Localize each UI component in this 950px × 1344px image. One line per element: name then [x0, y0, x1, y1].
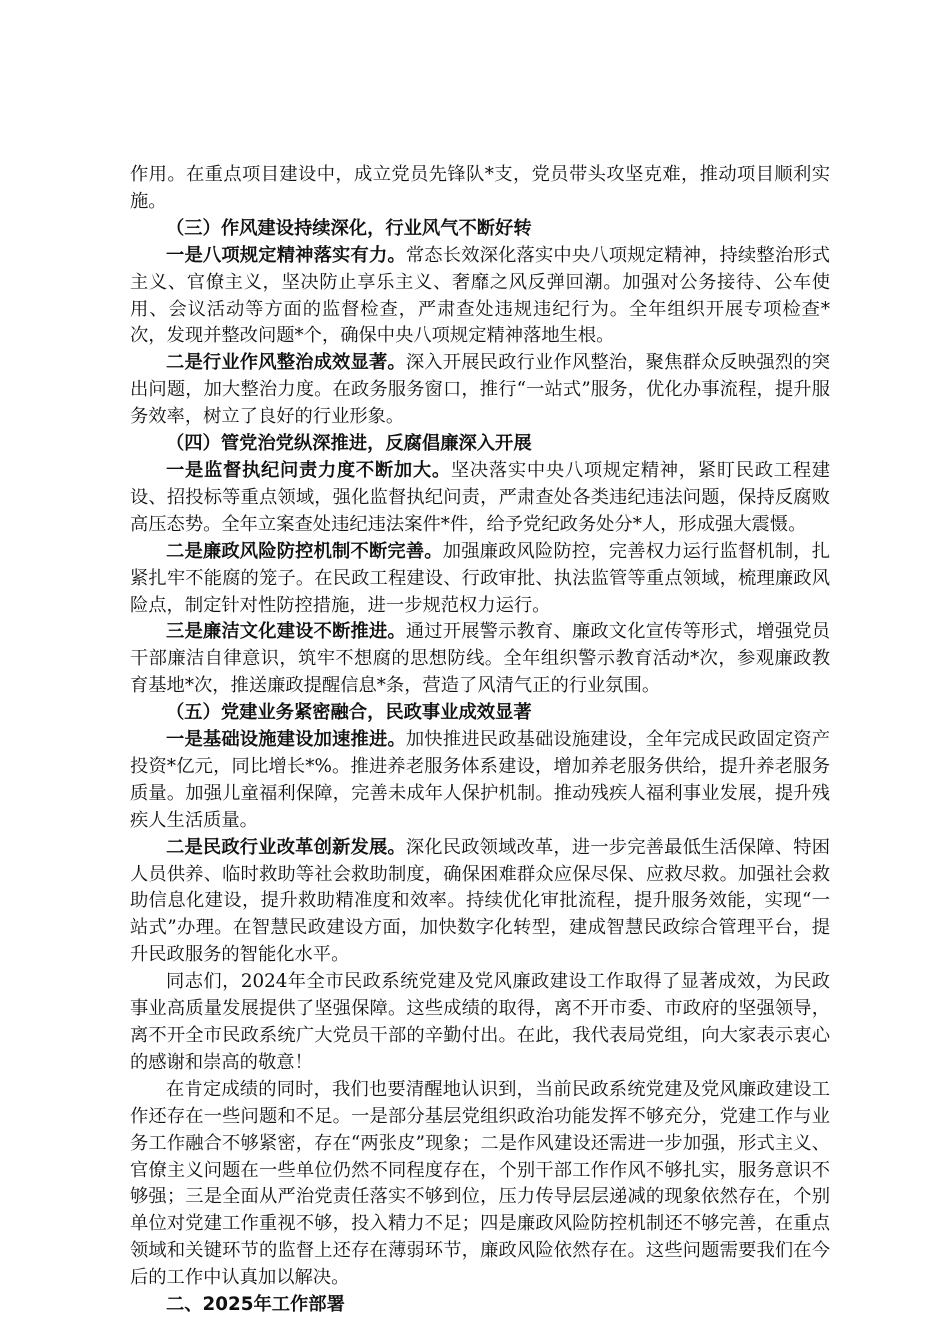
section-heading-3: （三）作风建设持续深化，行业风气不断好转 — [166, 217, 532, 239]
paragraph-lead: 一是监督执纪问责力度不断加大。 — [166, 459, 451, 481]
section-heading-5: （五）党建业务紧密融合，民政事业成效显著 — [166, 702, 532, 724]
paragraph-risk-control — [130, 539, 830, 620]
paragraph-infrastructure — [130, 727, 830, 835]
paragraph-problems: 在肯定成绩的同时，我们也要清醒地认识到，当前民政系统党建及党风廉政建设工作还存在一些问题和不足。一是部分基层党组织政治功能发挥不够充分，党建工作与业务工作融合不够紧密，存在“两张皮”现象；二是作风建设还需进一步加强，形式主义、官僚主义问题在一些单位仍然不同程度存在，个别干部工作作风不够扎实，服务意识不够强；三是全面从严治党责任落实不够到位，压力传导层层递减的现象依然存在，个别单位对党建工作重视不够，投入精力不足；四是廉政风险防控机制还不够完善，在重点领域和关键环节的监督上还存在薄弱环节，廉政风险依然存在。这些问题需要我们在今后的工作中认真加以解决。 — [130, 1078, 830, 1289]
paragraph-lead: 一是基础设施建设加速推进。 — [166, 729, 406, 751]
section-heading-2025: 二、2025年工作部署 — [166, 1294, 345, 1316]
paragraph-integrity-culture — [130, 619, 830, 700]
paragraph-lead: 二是民政行业改革创新发展。 — [166, 836, 406, 858]
paragraph-continuation: 作用。在重点项目建设中，成立党员先锋队*支，党员带头攻坚克难，推动项目顺利实施。 — [130, 164, 830, 212]
paragraph-body: 深入开展民政行业作风整治，聚焦群众反映强烈的突出问题，加大整治力度。在政务服务窗口，推行“一站式”服务，优化办事流程，提升服务效率，树立了良好的行业形象。 — [130, 352, 831, 428]
paragraph-body: 通过开展警示教育、廉政文化宣传等形式，增强党员干部廉洁自律意识，筑牢不想腐的思想防线。全年组织警示教育活动*次，参观廉政教育基地*次，推送廉政提醒信息*条，营造了风清气正的行业氛围。 — [130, 621, 831, 697]
paragraph-body: 常态长效深化落实中央八项规定精神，持续整治形式主义、官僚主义，坚决防止享乐主义、奢靡之风反弹回潮。加强对公务接待、公车使用、会议活动等方面的监督检查，严肃查处违规违纪行为。全年组织开展专项检查*次，发现并整改问题*个，确保中央八项规定精神落地生根。 — [130, 244, 831, 347]
paragraph-lead: 三是廉洁文化建设不断推进。 — [166, 621, 406, 643]
paragraph-body: 深化民政领域改革，进一步完善最低生活保障、特困人员供养、临时救助等社会救助制度，确保困难群众应保尽保、应救尽救。加强社会救助信息化建设，提升救助精准度和效率。持续优化审批流程，提升服务效能，实现“一站式”办理。在智慧民政建设方面，加快数字化转型，建成智慧民政综合管理平台，提升民政服务的智能化水平。 — [130, 836, 831, 966]
paragraph-summary: 同志们，2024年全市民政系统党建及党风廉政建设工作取得了显著成效，为民政事业高质量发展提供了坚强保障。这些成绩的取得，离不开市委、市政府的坚强领导，离不开全市民政系统广大党员干部的辛勤付出。在此，我代表局党组，向大家表示衷心的感谢和崇高的敬意！ — [130, 971, 830, 1073]
paragraph-eight-rules — [130, 243, 830, 351]
paragraph-body: 加强廉政风险防控，完善权力运行监督机制，扎紧扎牢不能腐的笼子。在民政工程建设、行政审批、执法监管等重点领域，梳理廉政风险点，制定针对性防控措施，进一步规范权力运行。 — [130, 540, 831, 616]
paragraph-lead: 二是廉政风险防控机制不断完善。 — [166, 540, 443, 562]
paragraph-lead: 一是八项规定精神落实有力。 — [166, 244, 406, 266]
document-page — [130, 162, 830, 1319]
paragraph-lead: 二是行业作风整治成效显著。 — [166, 352, 406, 374]
paragraph-reform — [130, 835, 830, 970]
paragraph-body: 坚决落实中央八项规定精神，紧盯民政工程建设、招投标等重点领域，强化监督执纪问责，严肃查处各类违纪违法问题，保持反腐败高压态势。全年立案查处违纪违法案件*件，给予党纪政务处分*人，形成强大震慑。 — [130, 459, 831, 535]
paragraph-body: 加快推进民政基础设施建设，全年完成民政固定资产投资*亿元，同比增长*%。推进养老服务体系建设，增加养老服务供给，提升养老服务质量。加强儿童福利保障，完善未成年人保护机制。推动残疾人福利事业发展，提升残疾人生活质量。 — [130, 729, 831, 831]
paragraph-supervision — [130, 458, 830, 539]
section-heading-4: （四）管党治党纵深推进，反腐倡廉深入开展 — [166, 433, 532, 455]
paragraph-industry-style — [130, 350, 830, 431]
